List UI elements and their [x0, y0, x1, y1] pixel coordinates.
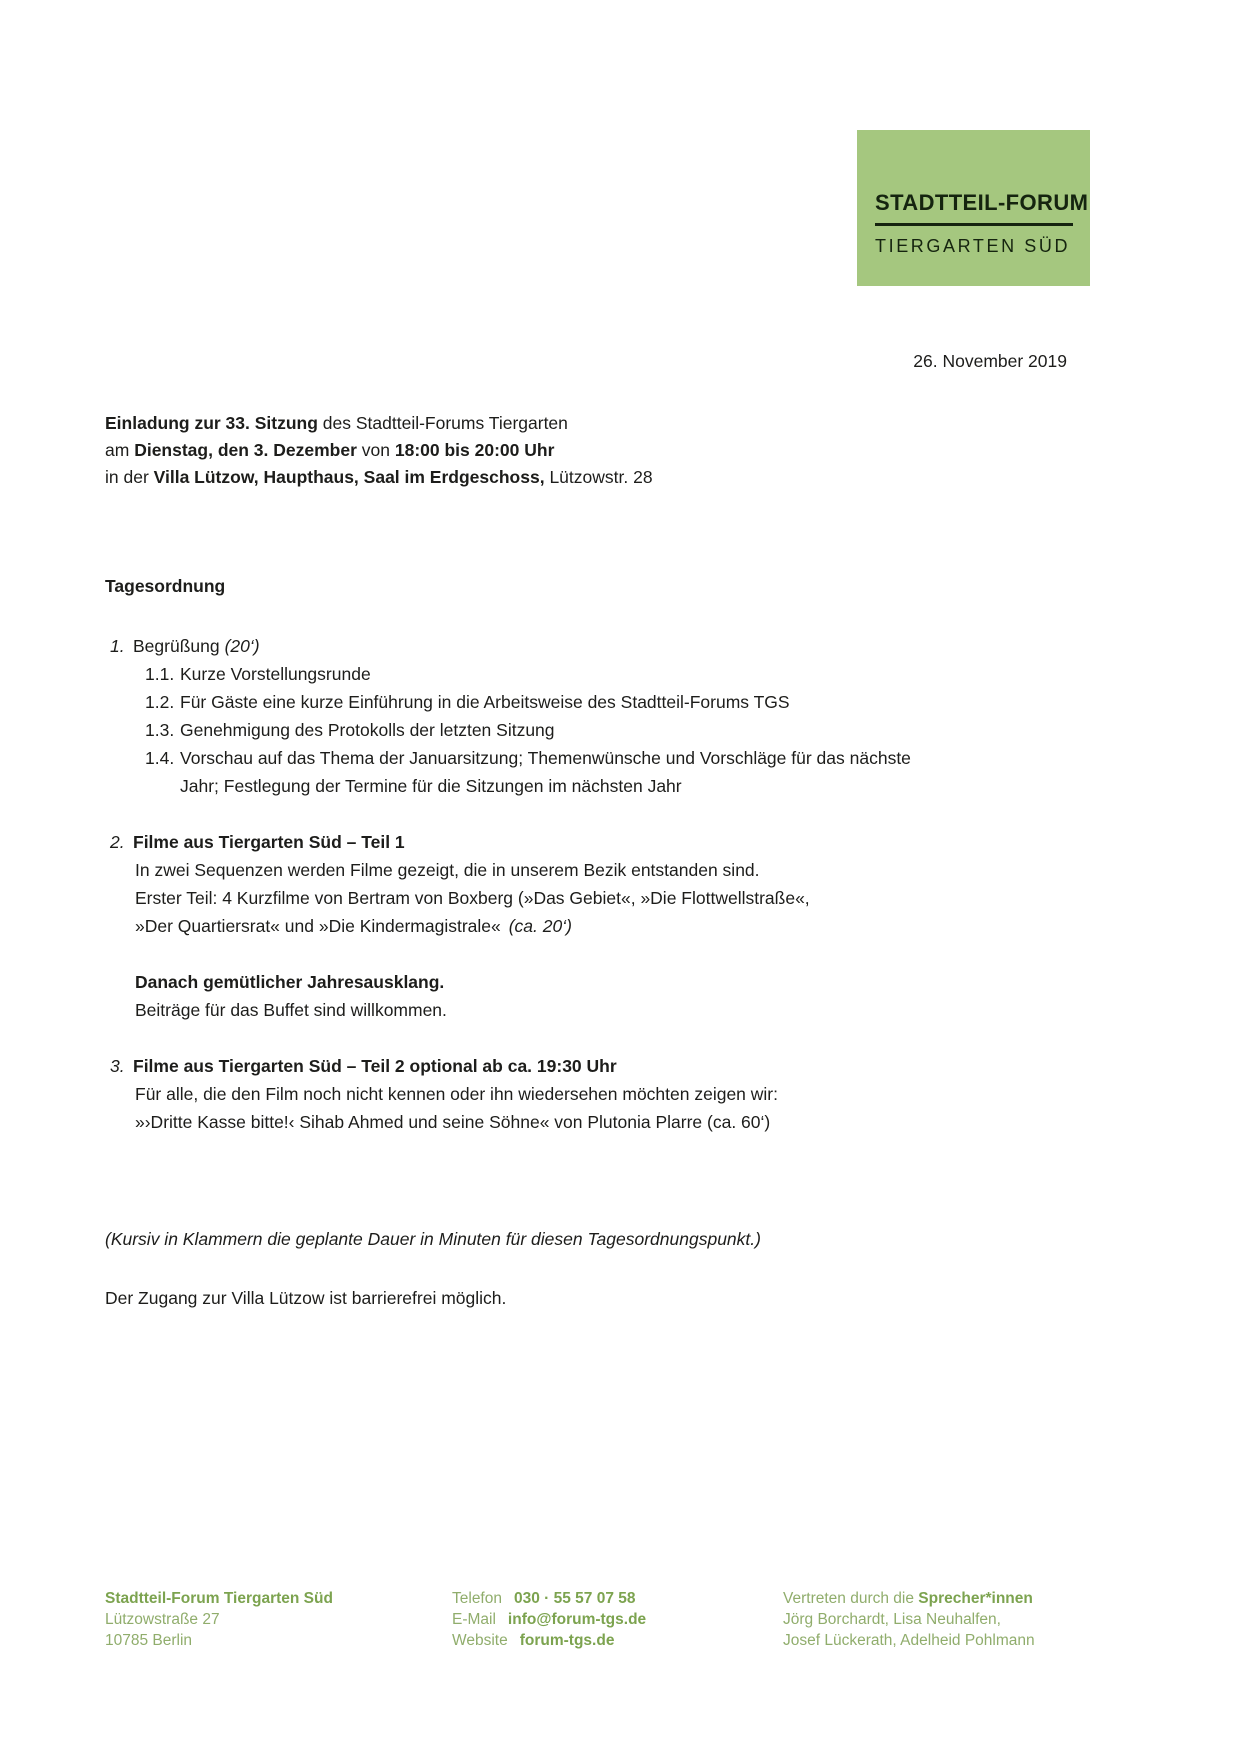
agenda-item-1-head — [105, 632, 945, 660]
intro-line-3 — [105, 464, 1005, 491]
logo — [857, 130, 1090, 286]
agenda-item-2-head — [105, 828, 945, 856]
invitation-intro — [105, 410, 1005, 491]
agenda-item-3-number: 3. — [110, 1056, 125, 1076]
agenda-item-3-body-1: Für alle, die den Film noch nicht kennen oder ihn wiedersehen möchten zeigen wir: — [135, 1084, 778, 1104]
intro-line-2-pre: am — [105, 440, 135, 460]
footer-contact-column — [452, 1588, 762, 1651]
footer-phone-row — [452, 1588, 762, 1609]
intro-line-1 — [105, 410, 1005, 437]
footer-speakers-line-3: Josef Lückerath, Adelheid Pohlmann — [783, 1632, 1035, 1649]
agenda-subitem-1-2-number: 1.2. — [145, 692, 175, 712]
footer-phone-value: 030 · 55 57 07 58 — [513, 1590, 636, 1607]
footer-phone-label: Telefon — [452, 1590, 502, 1607]
agenda-item-2-number: 2. — [110, 832, 125, 852]
intro-line-3-pre: in der — [105, 467, 154, 487]
agenda-item-2-body-1: In zwei Sequenzen werden Filme gezeigt, die in unserem Bezik entstanden sind. — [135, 860, 760, 880]
agenda-subitem-1-3-text: Genehmigung des Protokolls der letzten Sitzung — [180, 720, 555, 740]
footer-org-column — [105, 1588, 425, 1651]
footer-website-row — [452, 1630, 762, 1651]
footer-email-label: E-Mail — [452, 1611, 496, 1628]
agenda-subitem-1-1-number: 1.1. — [145, 664, 175, 684]
agenda-subitem-1-1 — [145, 660, 945, 688]
footer-email-row — [452, 1609, 762, 1630]
document-date: 26. November 2019 — [913, 351, 1067, 371]
agenda-subitem-1-2-text: Für Gäste eine kurze Einführung in die Arbeitsweise des Stadtteil-Forums TGS — [180, 692, 790, 712]
agenda-subitem-1-3 — [145, 716, 945, 744]
agenda-item-2-title: Filme aus Tiergarten Süd – Teil 1 — [133, 832, 405, 852]
agenda-item-1-title: Begrüßung (20‘) — [133, 636, 260, 656]
agenda-item-1 — [105, 632, 945, 800]
intro-line-2-date: Dienstag, den 3. Dezember — [134, 440, 357, 460]
intro-line-2-mid: von — [356, 440, 395, 460]
accessibility-note: Der Zugang zur Villa Lützow ist barrierefrei möglich. — [105, 1288, 507, 1308]
footer-speakers-bold: Sprecher*innen — [918, 1590, 1033, 1607]
agenda-subitem-1-4 — [145, 744, 945, 800]
intro-line-2 — [105, 437, 1005, 464]
agenda-item-2-body-3: »Der Quartiersrat« und »Die Kindermagistrale« (ca. 20‘) — [135, 916, 572, 936]
agenda-item-3-head — [105, 1052, 945, 1080]
agenda-item-3 — [105, 1052, 945, 1136]
agenda-item-2-duration: (ca. 20‘) — [508, 916, 572, 936]
agenda-item-2-closing: Beiträge für das Buffet sind willkommen. — [135, 1000, 447, 1020]
agenda-item-2-body-2: Erster Teil: 4 Kurzfilme von Bertram von Boxberg (»Das Gebiet«, »Die Flottwellstraße«, — [135, 888, 810, 908]
agenda-list — [105, 632, 945, 1136]
footer-speakers-column — [783, 1588, 1143, 1651]
agenda-item-1-number: 1. — [110, 636, 125, 656]
intro-line-2-time: 18:00 bis 20:00 Uhr — [394, 440, 555, 460]
intro-line-1-rest: des Stadtteil-Forums Tiergarten — [317, 413, 568, 433]
intro-line-1-bold: Einladung zur 33. Sitzung — [105, 413, 318, 433]
footer-website-label: Website — [452, 1632, 508, 1649]
agenda-subitem-1-3-number: 1.3. — [145, 720, 175, 740]
agenda-item-3-body-2: »›Dritte Kasse bitte!‹ Sihab Ahmed und seine Söhne« von Plutonia Plarre (ca. 60‘) — [135, 1112, 771, 1132]
duration-note: (Kursiv in Klammern die geplante Dauer in Minuten für diesen Tagesordnungspunkt.) — [105, 1229, 761, 1249]
agenda-item-1-duration: (20‘) — [224, 636, 260, 656]
agenda-subitem-1-1-text: Kurze Vorstellungsrunde — [180, 664, 371, 684]
agenda-item-2 — [105, 828, 945, 1024]
footer-email-value: info@forum-tgs.de — [507, 1611, 647, 1628]
footer-org-street: Lützowstraße 27 — [105, 1611, 220, 1628]
logo-title: STADTTEIL-FORUM — [875, 190, 1089, 215]
agenda-item-3-title: Filme aus Tiergarten Süd – Teil 2 optional ab ca. 19:30 Uhr — [133, 1056, 617, 1076]
logo-divider — [875, 223, 1073, 226]
footer-speakers-line-1: Vertreten durch die Sprecher*innen — [783, 1590, 1033, 1607]
footer-website-value: forum-tgs.de — [519, 1632, 615, 1649]
logo-subtitle: TIERGARTEN SÜD — [875, 236, 1071, 256]
agenda-subitem-1-4-text: Vorschau auf das Thema der Januarsitzung; Themenwünsche und Vorschläge für das nächste Jahr; Festlegung der Termine für die Sitzungen im nächsten Jahr — [180, 748, 911, 796]
intro-line-3-venue: Villa Lützow, Haupthaus, Saal im Erdgeschoss, — [153, 467, 545, 487]
footer-speakers-line-2: Jörg Borchardt, Lisa Neuhalfen, — [783, 1611, 1001, 1628]
footer-org-city: 10785 Berlin — [105, 1632, 193, 1649]
footer-org-name: Stadtteil-Forum Tiergarten Süd — [105, 1590, 333, 1607]
agenda-item-2-closing-bold: Danach gemütlicher Jahresausklang. — [135, 972, 445, 992]
agenda-subitem-1-4-number: 1.4. — [145, 748, 175, 768]
agenda-heading: Tagesordnung — [105, 576, 226, 596]
agenda-subitem-1-2 — [145, 688, 945, 716]
intro-line-3-rest: Lützowstr. 28 — [544, 467, 653, 487]
